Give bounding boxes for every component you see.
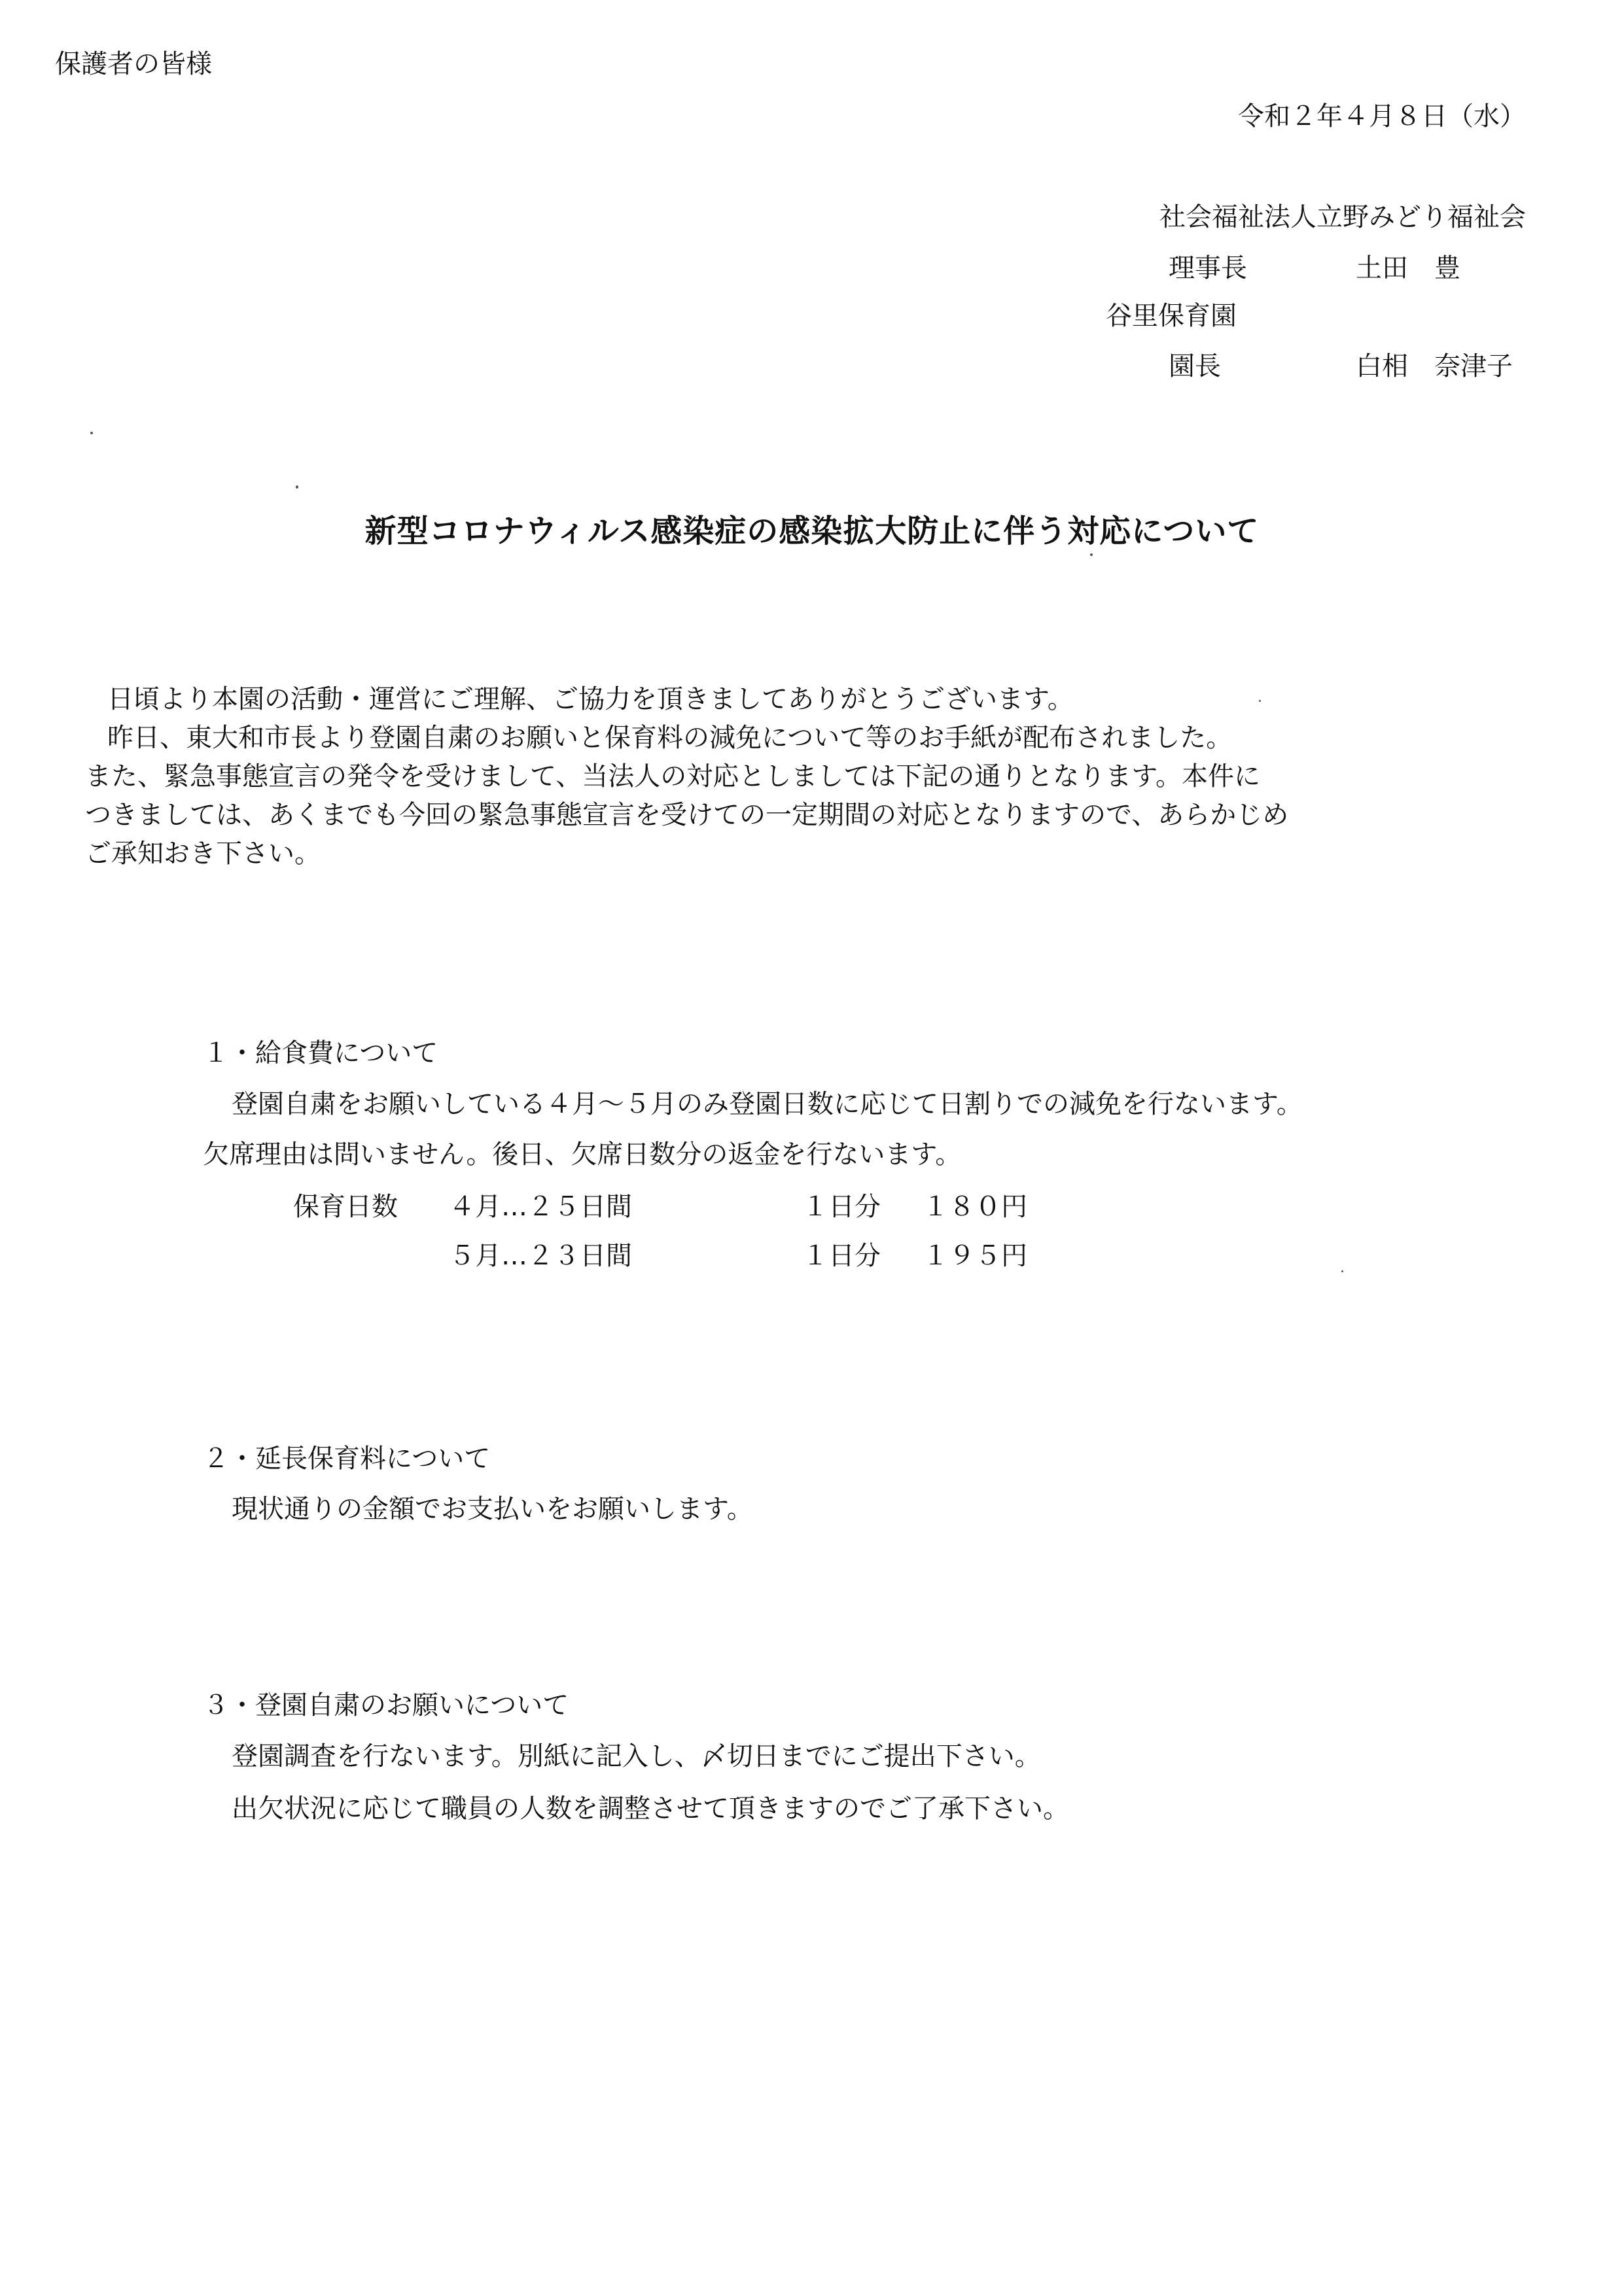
section-text-line: 欠席理由は問いません。後日、欠席日数分の返金を行ないます。 [203, 1139, 962, 1170]
scan-speck [90, 432, 93, 434]
intro-line: また、緊急事態宣言の発令を受けまして、当法人の対応としましては下記の通りとなります。本件に [85, 761, 1260, 791]
school-name: 谷里保育園 [1106, 301, 1237, 331]
fee-table-period: ５月…２３日間 [449, 1241, 632, 1271]
intro-paragraph [85, 679, 1557, 872]
intro-line: 昨日、東大和市長より登園自粛のお願いと保育料の減免について等のお手紙が配布されました。 [107, 723, 1233, 753]
fee-table-price: １９５円 [923, 1241, 1027, 1271]
chair-role: 理事長 [1169, 253, 1247, 283]
section-heading: ２・延長保育料について [203, 1444, 491, 1474]
section-text-line: 現状通りの金額でお支払いをお願いします。 [232, 1494, 753, 1524]
letter-date: 令和２年４月８日（水） [1238, 101, 1526, 131]
section-text-line: 登園自粛をお願いしている４月～５月のみ登園日数に応じて日割りでの減免を行ないます。 [232, 1089, 1303, 1119]
fee-table-period: ４月…２５日間 [449, 1192, 632, 1222]
section-heading: １・給食費について [203, 1038, 438, 1068]
fee-table-unit: １日分 [802, 1241, 881, 1271]
intro-line: 日頃より本園の活動・運営にご理解、ご協力を頂きましてありがとうございます。 [107, 684, 1074, 714]
scan-speck [1090, 553, 1093, 556]
intro-line: つきましては、あくまでも今回の緊急事態宣言を受けての一定期間の対応となりますので、あらかじめ [85, 800, 1289, 830]
document-title: 新型コロナウィルス感染症の感染拡大防止に伴う対応について [364, 513, 1260, 549]
intro-line: ご承知おき下さい。 [85, 839, 321, 869]
section-text-line: 出欠状況に応じて職員の人数を調整させて頂きますのでご了承下さい。 [232, 1794, 1069, 1824]
scan-speck [1341, 1270, 1343, 1272]
principal-role: 園長 [1169, 351, 1221, 381]
scan-speck [296, 485, 298, 489]
scan-speck [1259, 700, 1261, 702]
chair-name: 土田 豊 [1356, 253, 1460, 283]
addressee: 保護者の皆様 [55, 49, 212, 79]
fee-table-label: 保育日数 [293, 1192, 398, 1222]
section-heading: ３・登園自粛のお願いについて [203, 1690, 569, 1720]
corporation-name: 社会福祉法人立野みどり福祉会 [1159, 202, 1526, 232]
fee-table-price: １８０円 [923, 1192, 1027, 1222]
principal-name: 白相 奈津子 [1356, 351, 1513, 381]
fee-table-unit: １日分 [802, 1192, 881, 1222]
section-text-line: 登園調査を行ないます。別紙に記入し、〆切日までにご提出下さい。 [232, 1741, 1041, 1771]
